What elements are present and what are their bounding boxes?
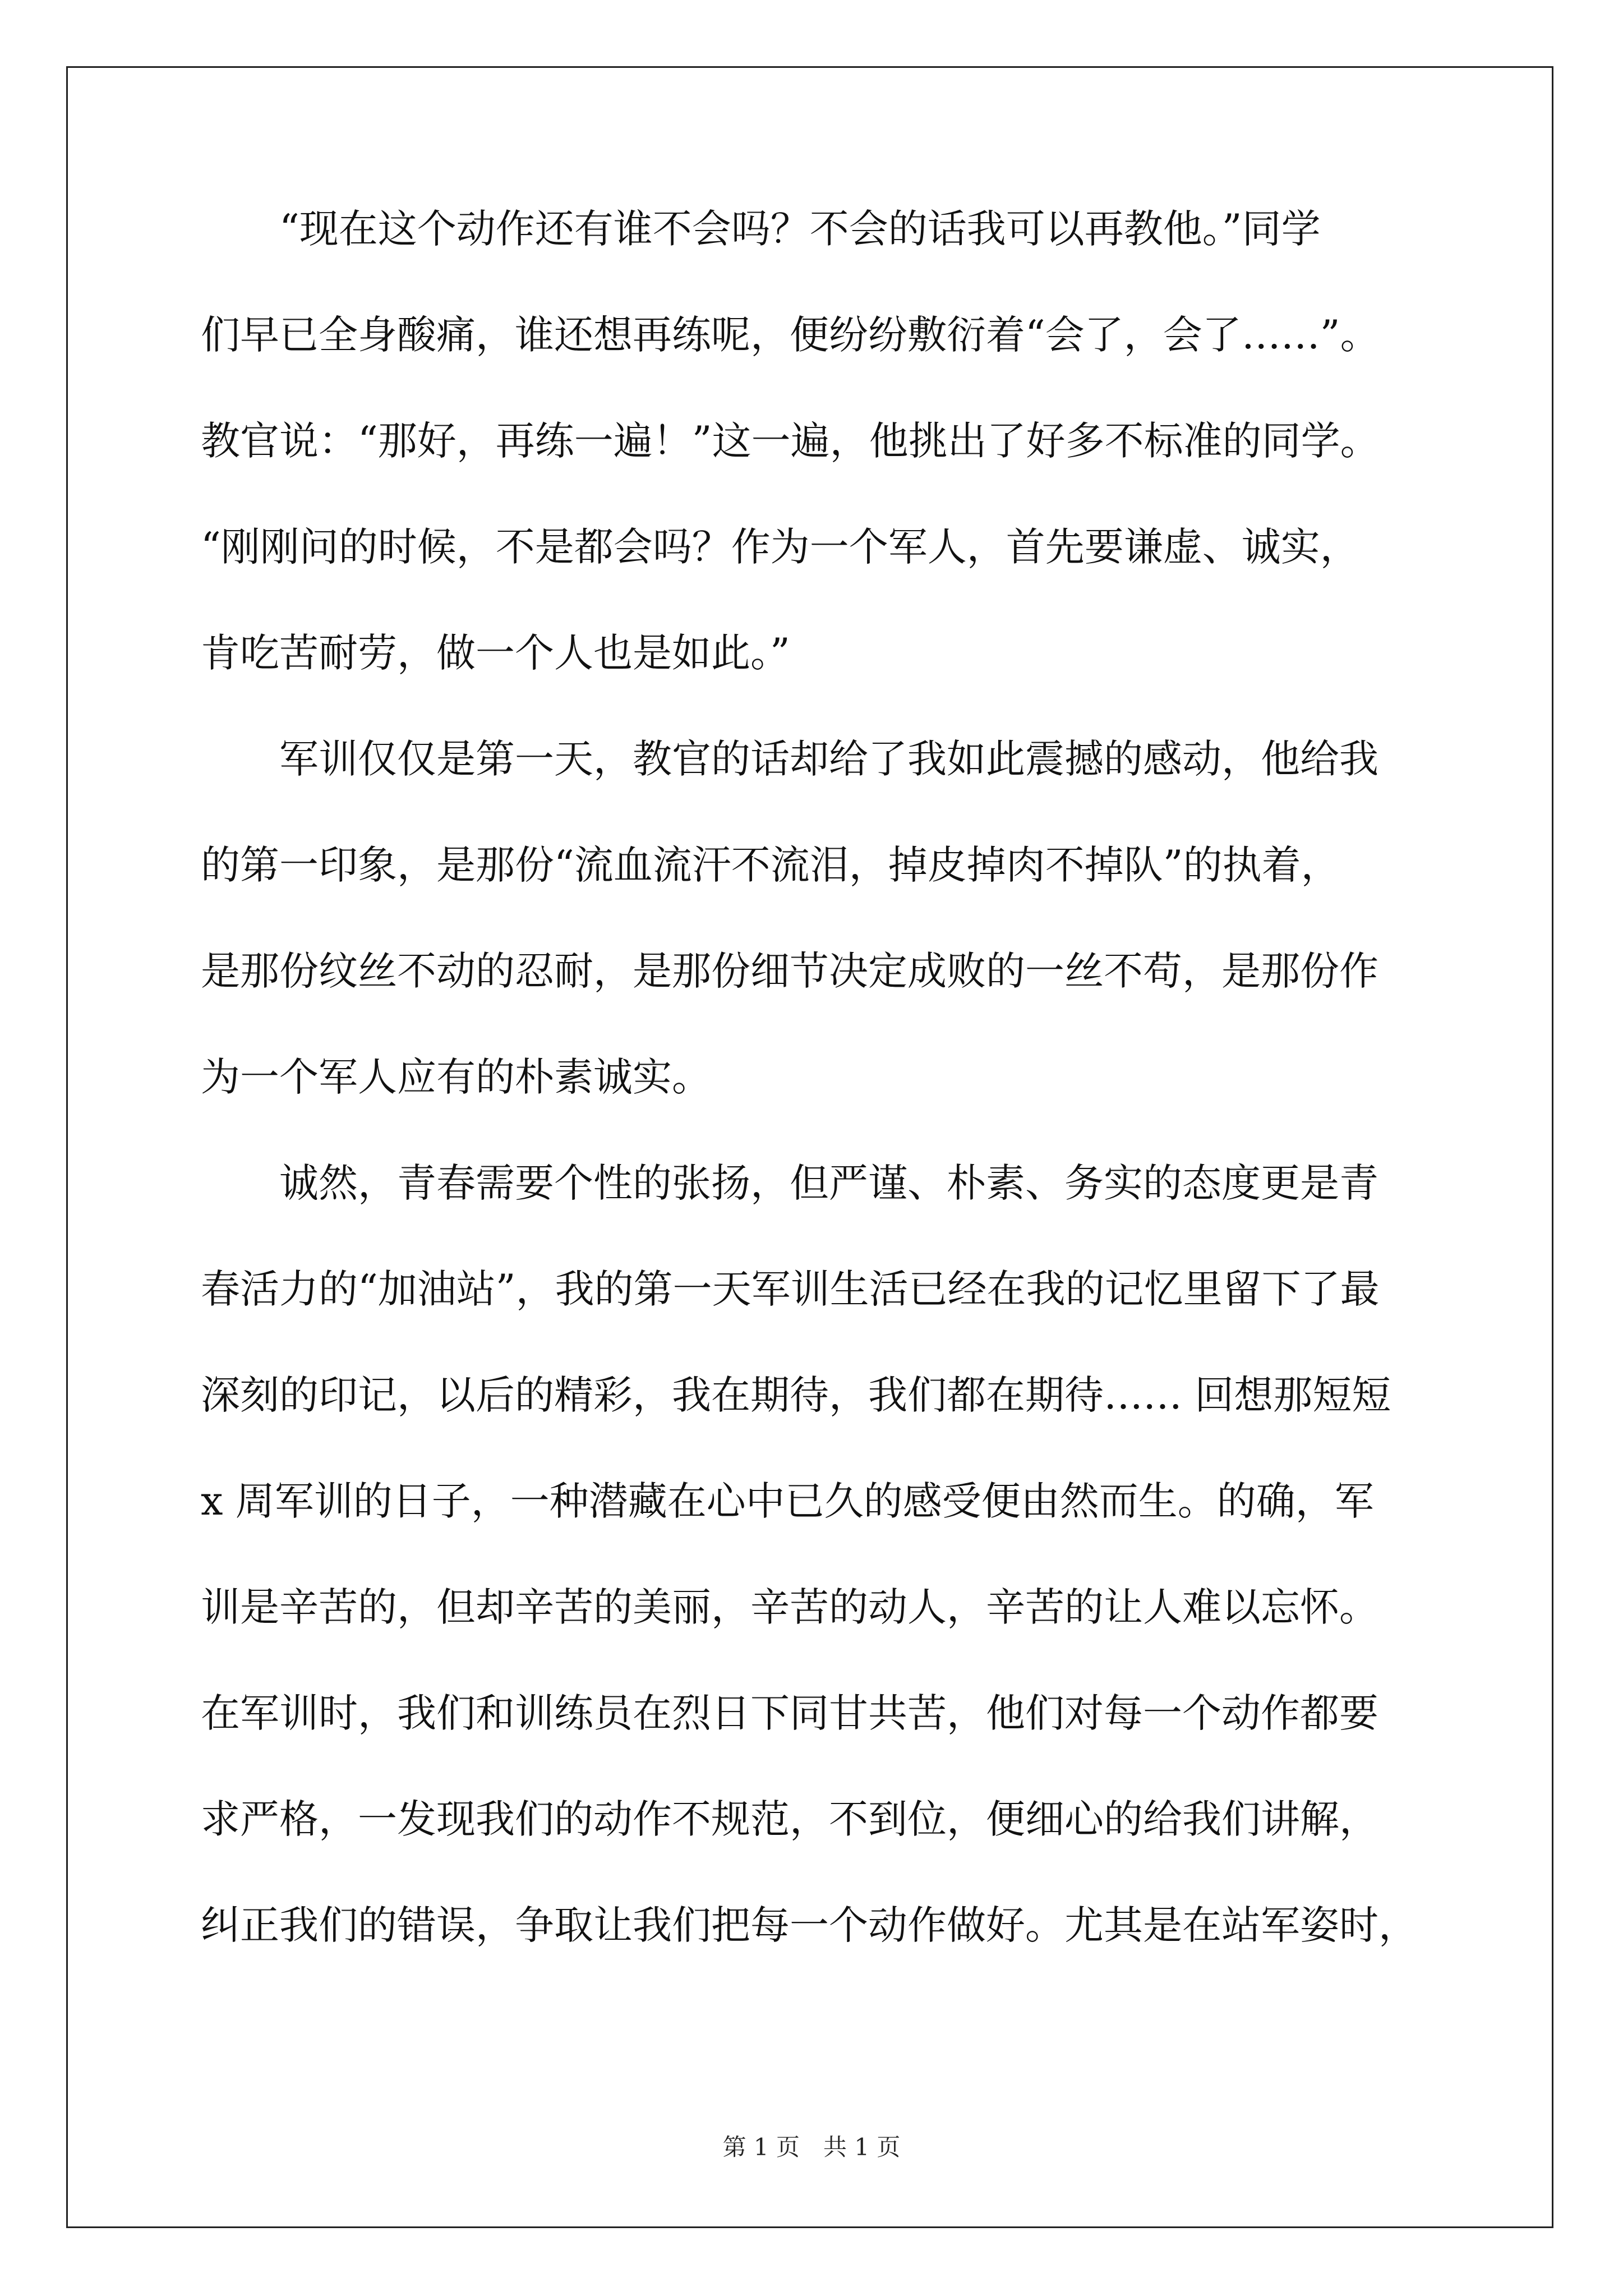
paragraph-2-line-3: 是那份纹丝不动的忍耐，是那份细节决定成败的一丝不苟，是那份作	[201, 948, 1378, 994]
paragraph-2-line-4: 为一个军人应有的朴素诚实。	[201, 1054, 711, 1100]
paragraph-3-line-1: 诚然，青春需要个性的张扬，但严谨、朴素、务实的态度更是青	[279, 1160, 1378, 1206]
paragraph-3-line-6: 在军训时，我们和训练员在烈日下同甘共苦，他们对每一个动作都要	[201, 1690, 1378, 1736]
paragraph-3-line-8: 纠正我们的错误，争取让我们把每一个动作做好。尤其是在站军姿时，	[201, 1902, 1418, 1948]
paragraph-3-line-4: x 周军训的日子，一种潜藏在心中已久的感受便由然而生。的确，军	[201, 1478, 1374, 1524]
paragraph-1-line-4: “刚刚问的时候，不是都会吗？作为一个军人，首先要谦虚、诚实，	[201, 524, 1359, 570]
paragraph-2-line-2: 的第一印象，是那份“流血流汗不流泪，掉皮掉肉不掉队”的执着，	[201, 842, 1340, 888]
paragraph-1-line-2: 们早已全身酸痛，谁还想再练呢，便纷纷敷衍着“会了，会了……”。	[201, 312, 1380, 358]
paragraph-1-line-5: 肯吃苦耐劳，做一个人也是如此。”	[201, 630, 790, 676]
page-footer: 第 1 页 共 1 页	[722, 2133, 901, 2161]
paragraph-1-line-1: “现在这个动作还有谁不会吗？不会的话我可以再教他。”同学	[279, 206, 1321, 252]
paragraph-2-line-1: 军训仅仅是第一天，教官的话却给了我如此震撼的感动，他给我	[279, 736, 1378, 782]
paragraph-1-line-3: 教官说：“那好，再练一遍！”这一遍，他挑出了好多不标准的同学。	[201, 418, 1380, 464]
paragraph-3-line-7: 求严格，一发现我们的动作不规范，不到位，便细心的给我们讲解，	[201, 1796, 1378, 1842]
paragraph-3-line-2: 春活力的“加油站”，我的第一天军训生活已经在我的记忆里留下了最	[201, 1266, 1380, 1312]
paragraph-3-line-3: 深刻的印记，以后的精彩，我在期待，我们都在期待…… 回想那短短	[201, 1372, 1391, 1418]
paragraph-3-line-5: 训是辛苦的，但却辛苦的美丽，辛苦的动人，辛苦的让人难以忘怀。	[201, 1584, 1378, 1630]
